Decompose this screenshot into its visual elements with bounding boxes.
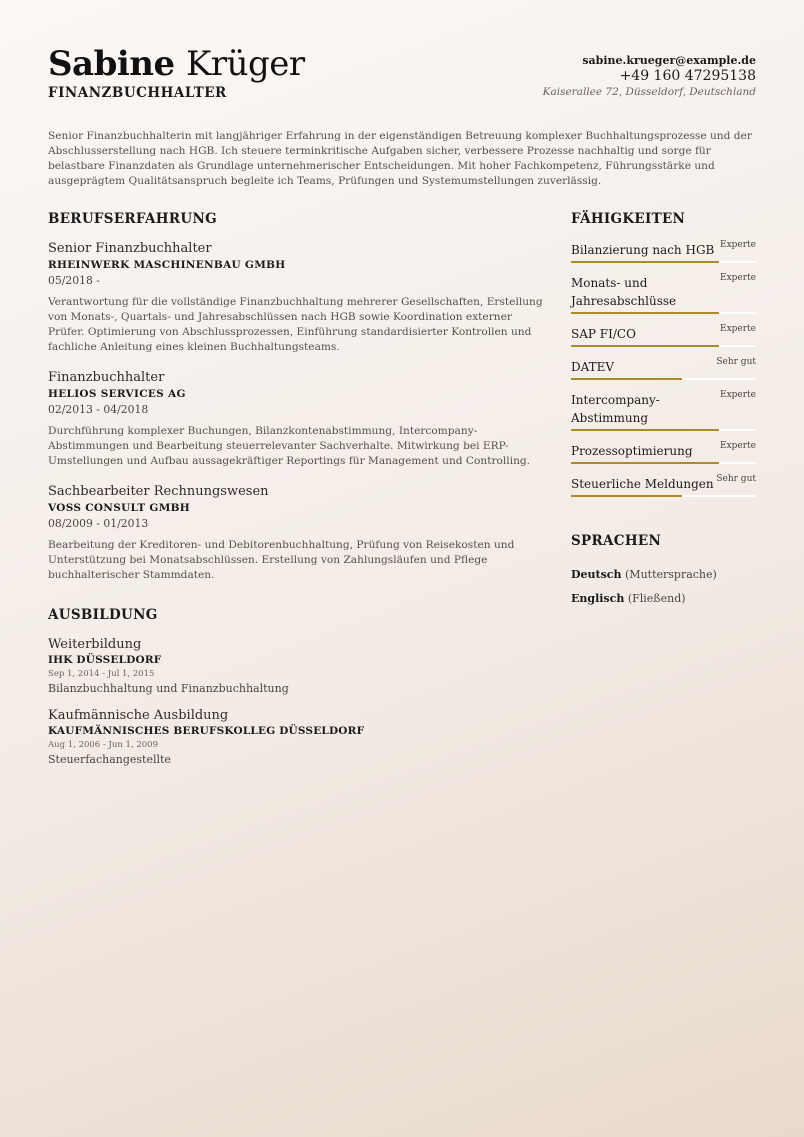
first-name: Sabine: [48, 44, 175, 84]
skill-item: [571, 241, 756, 263]
resume-header: [48, 44, 756, 104]
job-entry-description: Verantwortung für die vollständige Finanzbuchhaltung mehrerer Gesellschaften, Erstellung von Monats-, Quartals- und Jahresabschlüssen nach HGB sowie Koordination externer Prüfer. Optimierung von Abschlussprozessen, Einführung standardisierter Kontrollen und fachliche Anleitung eines kleinen Buchhaltungsteams.: [48, 296, 543, 353]
language-item: [571, 563, 756, 587]
skill-level: Experte: [720, 441, 756, 451]
skill-bar: [571, 312, 756, 314]
skill-bar-fill: [571, 495, 682, 497]
profile-summary: Senior Finanzbuchhalterin mit langjähriger Erfahrung in der eigenständigen Betreuung komplexer Buchhaltungsprozesse und der Abschlusserstellung nach HGB. Ich steuere terminkritische Aufgaben sicher, verbessere Prozesse nachhaltig und sorge für belastbare Finanzdaten als Grundlage unternehmerischer Entscheidungen. Mit hoher Fachkompetenz, Führungsstärke und ausgeprägtem Qualitätsanspruch begleite ich Teams, Prüfungen und Systemumstellungen zuverlässig.: [48, 130, 752, 187]
job-entry: [48, 370, 548, 469]
skill-bar: [571, 378, 756, 380]
resume-page: [48, 44, 756, 766]
education-heading: AUSBILDUNG: [48, 607, 158, 623]
experience-heading: BERUFSERFAHRUNG: [48, 211, 217, 227]
skill-bar-fill: [571, 345, 719, 347]
contact-info: [543, 54, 756, 98]
job-entry-title: Finanzbuchhalter: [48, 370, 165, 385]
language-item: [571, 587, 756, 611]
skill-level: Sehr gut: [716, 474, 756, 484]
skill-name: Prozessoptimierung: [571, 444, 693, 458]
skill-level: Experte: [720, 324, 756, 334]
skill-name: Bilanzierung nach HGB: [571, 243, 715, 257]
language-level: (Fließend): [627, 592, 686, 605]
address: Kaiserallee 72, Düsseldorf, Deutschland: [542, 86, 756, 98]
languages-heading: SPRACHEN: [571, 533, 662, 549]
skill-level: Experte: [720, 240, 756, 250]
job-entry-description: Durchführung komplexer Buchungen, Bilanzkontenabstimmung, Intercompany-Abstimmungen und Bearbeitung steuerrelevanter Sachverhalte. Mitwirkung bei ERP-Umstellungen und Aufbau aussagekräftiger Reportings für Management und Controlling.: [48, 425, 531, 467]
skill-bar: [571, 429, 756, 431]
skill-name: Steuerliche Meldungen: [571, 477, 714, 491]
skills-heading: FÄHIGKEITEN: [571, 211, 686, 227]
main-column: [48, 211, 548, 779]
skill-item: [571, 475, 756, 497]
skill-bar: [571, 261, 756, 263]
job-entry: [48, 484, 548, 583]
education-field: Bilanzbuchhaltung und Finanzbuchhaltung: [48, 682, 289, 695]
skill-name: Monats- und Jahresabschlüsse: [571, 276, 677, 308]
language-level: (Muttersprache): [625, 568, 717, 581]
skill-item: [571, 391, 756, 431]
skill-bar-fill: [571, 429, 719, 431]
email: sabine.krueger@example.de: [582, 54, 756, 67]
job-entry-company: RHEINWERK MASCHINENBAU GMBH: [48, 259, 286, 271]
skill-level: Experte: [720, 390, 756, 400]
job-title: FINANZBUCHHALTER: [48, 85, 227, 101]
skill-name: SAP FI/CO: [571, 327, 636, 341]
skill-bar-fill: [571, 261, 719, 263]
job-entry-company: HELIOS SERVICES AG: [48, 388, 186, 400]
education-dates: Sep 1, 2014 - Jul 1, 2015: [48, 669, 155, 679]
job-entry: [48, 241, 548, 355]
education-entry: [48, 637, 548, 696]
job-entry-title: Senior Finanzbuchhalter: [48, 241, 212, 256]
job-entry-dates: 08/2009 - 01/2013: [48, 517, 149, 530]
skill-bar: [571, 495, 756, 497]
skill-item: [571, 274, 756, 314]
phone: +49 160 47295138: [619, 68, 756, 84]
skill-bar-fill: [571, 378, 682, 380]
skill-item: [571, 325, 756, 347]
language-name: Deutsch: [571, 568, 622, 581]
job-entry-dates: 05/2018 -: [48, 274, 100, 287]
skill-item: [571, 358, 756, 380]
skill-bar-fill: [571, 312, 719, 314]
skill-name: Intercompany-Abstimmung: [571, 393, 660, 425]
side-column: [571, 211, 756, 611]
job-entry-description: Bearbeitung der Kreditoren- und Debitorenbuchhaltung, Prüfung von Reisekosten und Unterstützung bei Monatsabschlüssen. Erstellung von Zahlungsläufen und Pflege buchhalterischer Stammdaten.: [48, 539, 515, 581]
job-entry-title: Sachbearbeiter Rechnungswesen: [48, 484, 269, 499]
education-entry: [48, 708, 548, 767]
skill-bar: [571, 462, 756, 464]
job-entry-dates: 02/2013 - 04/2018: [48, 403, 149, 416]
education-field: Steuerfachangestellte: [48, 753, 171, 766]
language-name: Englisch: [571, 592, 625, 605]
skill-level: Sehr gut: [716, 357, 756, 367]
last-name: Krüger: [185, 44, 305, 84]
skill-name: DATEV: [571, 360, 615, 374]
education-degree: Weiterbildung: [48, 637, 142, 652]
skill-item: [571, 442, 756, 464]
skill-bar: [571, 345, 756, 347]
skill-bar-fill: [571, 462, 719, 464]
education-school: IHK DÜSSELDORF: [48, 654, 162, 666]
skill-level: Experte: [720, 273, 756, 283]
education-dates: Aug 1, 2006 - Jun 1, 2009: [48, 740, 158, 750]
education-degree: Kaufmännische Ausbildung: [48, 708, 229, 723]
education-school: KAUFMÄNNISCHES BERUFSKOLLEG DÜSSELDORF: [48, 725, 365, 737]
job-entry-company: VOSS CONSULT GMBH: [48, 502, 191, 514]
